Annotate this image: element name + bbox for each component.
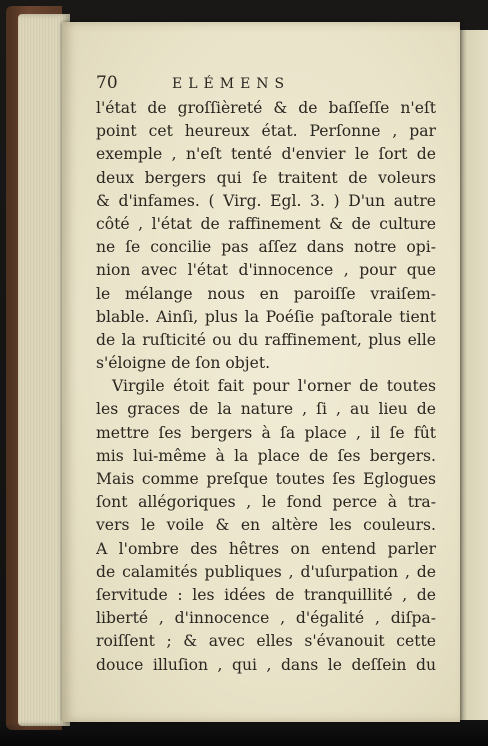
text-line: le mélange nous en paroiſſe vraiſem- [96,284,436,303]
page-text [96,73,436,677]
text-line: de calamités publiques , d'uſurpation , de [96,562,436,581]
text-line: les graces de la nature , ſi , au lieu de [96,400,436,419]
text-line: point cet heureux état. Perſonne , par [96,122,436,141]
text-line: l'état de groſſièreté & de baſſeſſe n'eſt [96,99,436,117]
text-line: ſont allégoriques , le fond perce à tra- [96,493,436,512]
text-line: mis lui-même à la place de ſes bergers. [96,446,436,465]
facing-page-edge [458,30,488,720]
text-line: mettre ſes bergers à ſa place , il ſe fût [96,423,436,442]
text-line: nion avec l'état d'innocence , pour que [96,261,436,280]
text-line: roiſſent ; & avec elles s'évanouit cette [96,632,436,651]
text-line: douce illuſion , qui , dans le deſſein du [96,655,436,674]
text-lines [96,97,436,677]
text-line: s'éloigne de ſon objet. [96,354,271,373]
text-line: A l'ombre des hêtres on entend parler [96,539,436,558]
text-line: ne ſe concilie pas aſſez dans notre opi- [96,238,436,257]
running-head: ELÉMENS [172,76,291,92]
text-line: de la ruſticité ou du raffinement, plus elle [96,330,436,349]
text-line: côté , l'état de raffinement & de culture [96,214,436,233]
text-line: blable. Ainſi, plus la Poéſie paſtorale tient [96,307,436,326]
text-line: & d'infames. ( Virg. Egl. 3. ) D'un autre [96,191,436,210]
text-line: Mais comme preſque toutes ſes Eglogues [96,470,436,488]
text-line: exemple , n'eſt tenté d'envier le ſort de [96,145,436,164]
text-line: vers le voile & en altère les couleurs. [96,516,436,535]
text-line: ſervitude : les idées de tranquillité , de [96,585,436,604]
page-number: 70 [96,73,118,93]
bottom-shadow [0,722,488,746]
text-line: liberté , d'innocence , d'égalité , diſpa- [96,609,436,628]
page-header [96,73,436,97]
text-line: deux bergers qui ſe traitent de voleurs [96,168,436,187]
text-line: Virgile étoit fait pour l'orner de toutes [112,377,436,396]
